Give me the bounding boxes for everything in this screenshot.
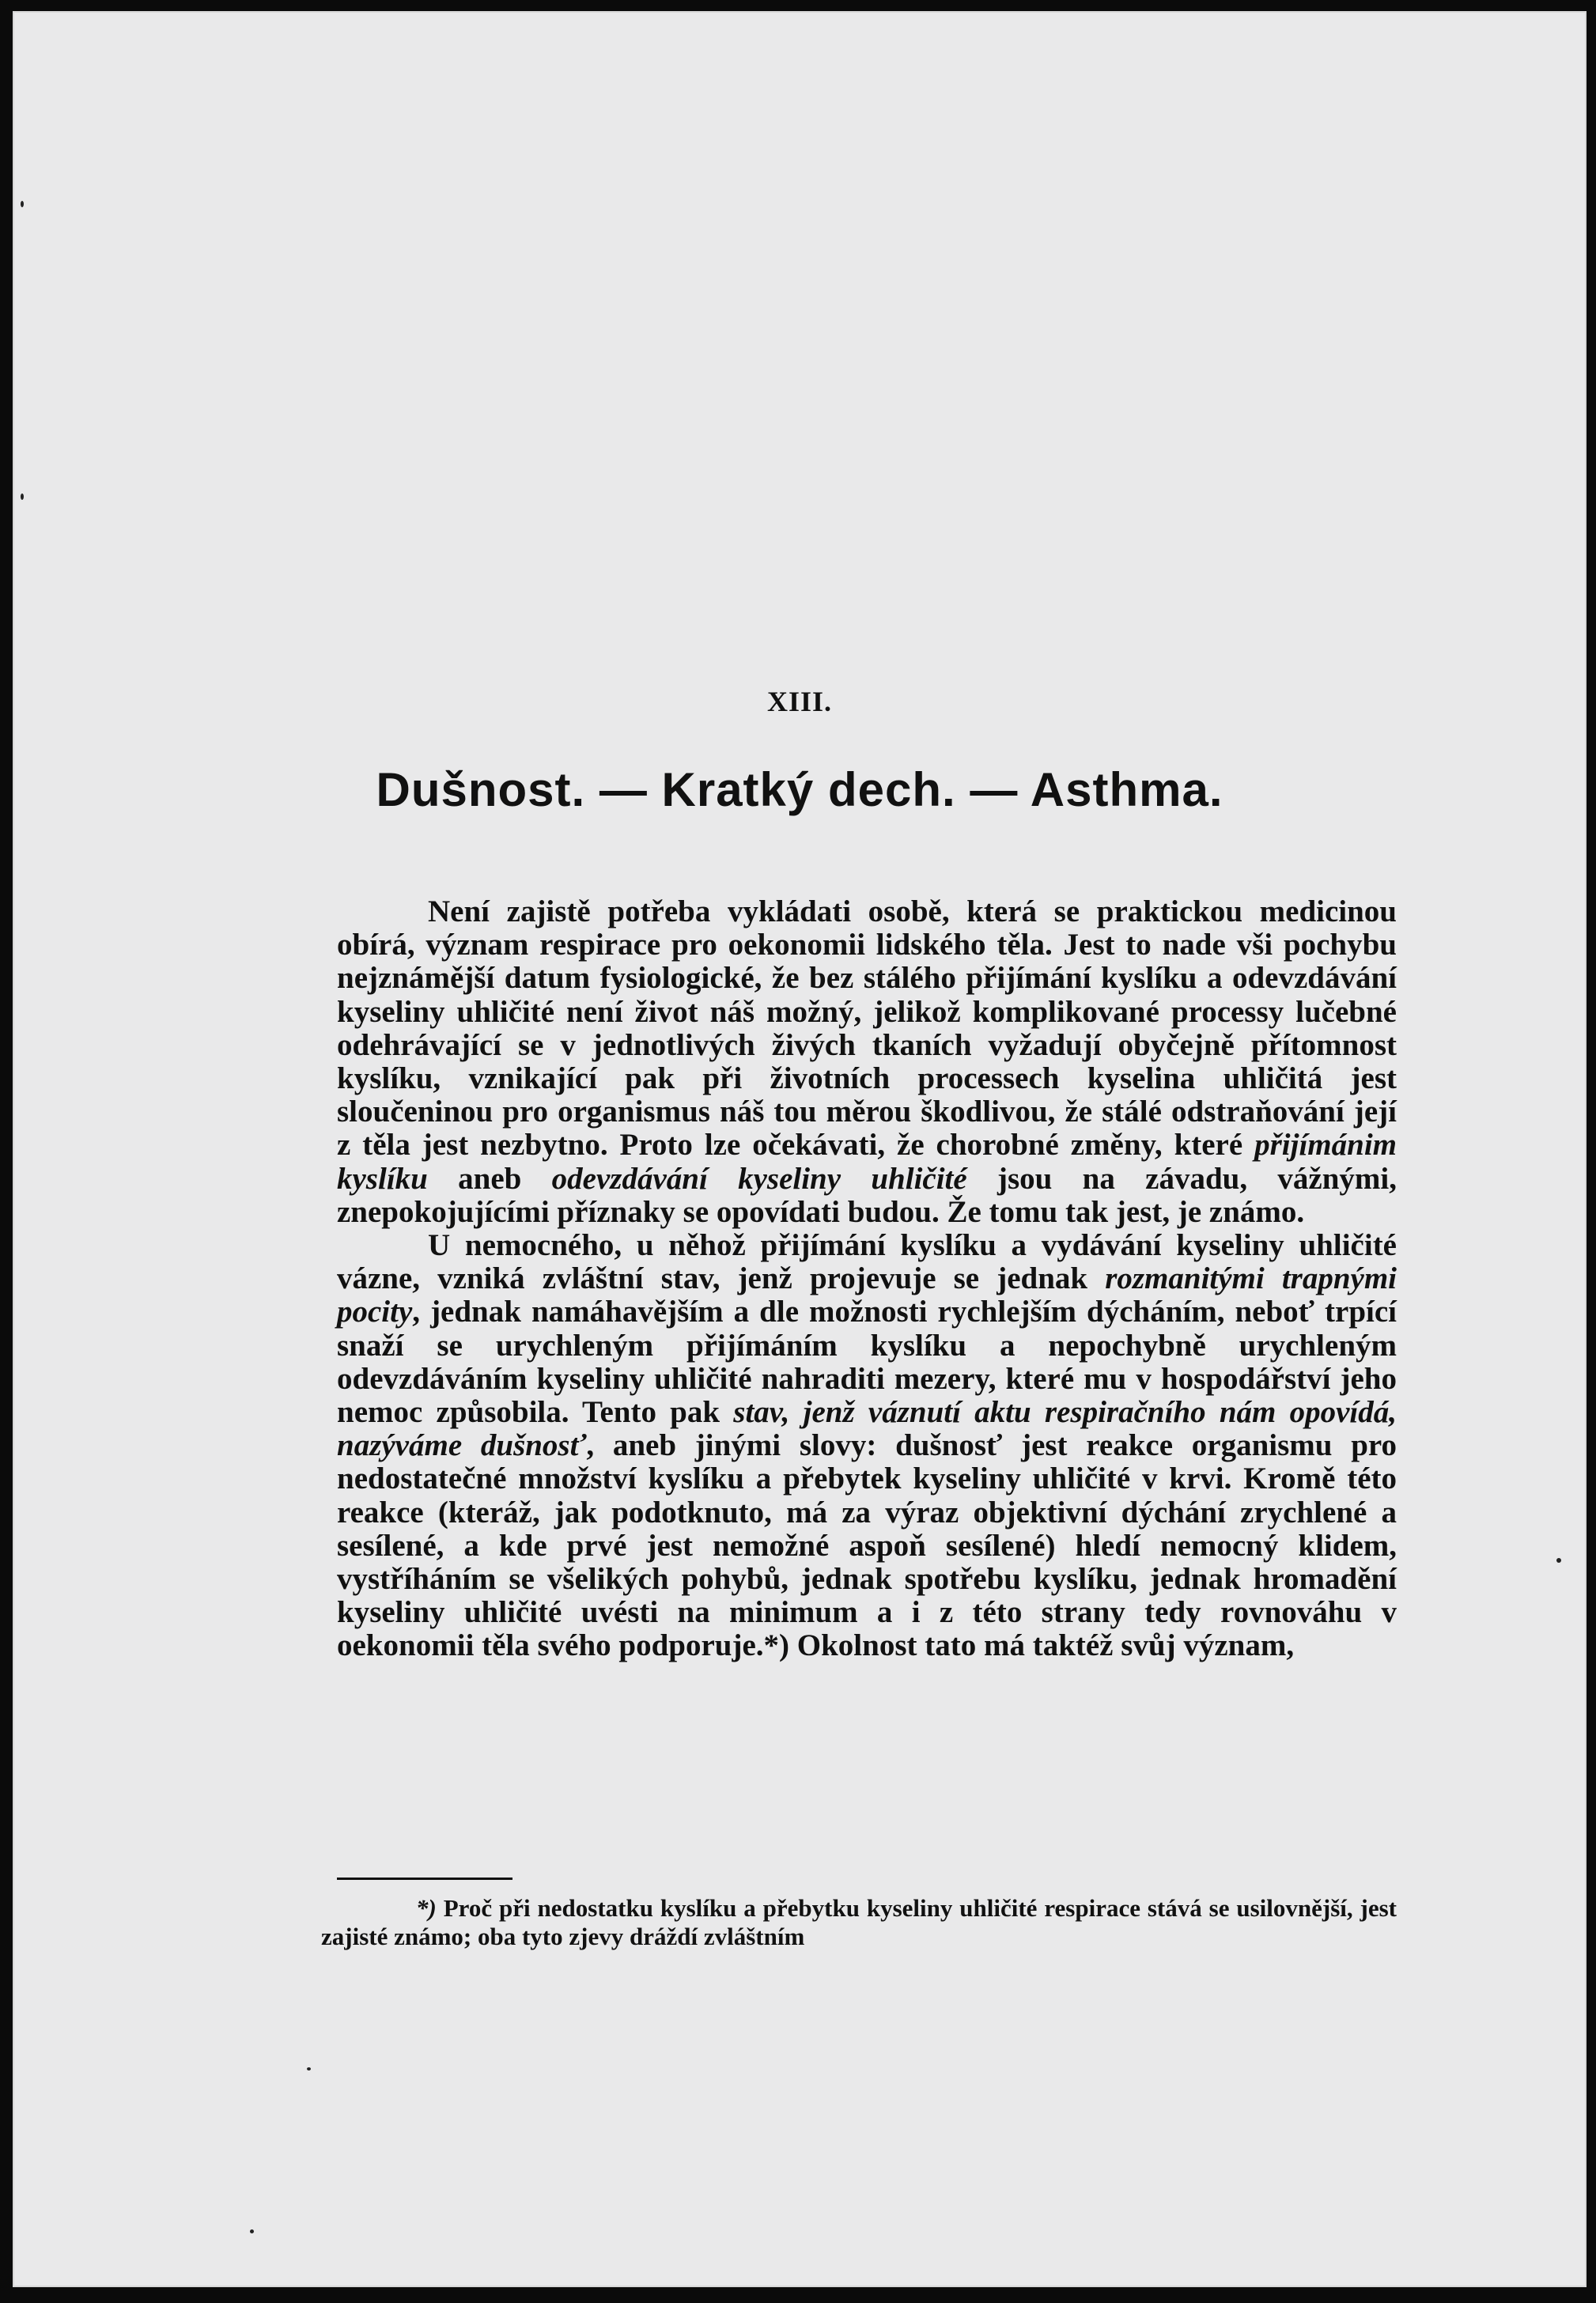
- body-text: [337, 895, 1397, 1663]
- text-run: aneb: [427, 1161, 552, 1196]
- chapter-number: XIII.: [766, 686, 833, 717]
- scan-speck: [250, 2229, 254, 2233]
- scan-speck: [1556, 1558, 1561, 1563]
- text-run: U nemocného, u něhož přijímání kyslíku a vydávání kyseliny uhličité vázne, vzniká zvláštní stav, jenž projevuje se jednak: [337, 1228, 1397, 1296]
- footnote-divider: [337, 1878, 512, 1880]
- text-run: Není zajistě potřeba vykládati osobě, která se praktickou medicinou obírá, význam respirace pro oekonomii lidského těla. Jest to nade vši pochybu nejznámější datum fysiologické, že bez stálého přijímání kyslíku a odevzdávání kyseliny uhličité není život náš možný, jelikož komplikované processy lučebné odehrávající se v jednotlivých živých tkaních vyžadují obyčejně přítomnost kyslíku, vznikající pak při životních processech kyselina uhličitá jest sloučeninou pro organismus náš tou měrou škodlivou, že stálé odstraňování její z těla jest nezbytno. Proto lze očekávati, že chorobné změny, které: [337, 894, 1397, 1163]
- paragraph: [337, 895, 1397, 1229]
- scan-speck: [21, 494, 24, 500]
- text-run: jsou na závadu, vážnými, znepokojujícími příznaky se opovídati budou. Že tomu tak jest, je známo.: [337, 1161, 1397, 1229]
- book-page: [13, 11, 1587, 2287]
- text-run: , aneb jinými slovy: dušnosť jest reakce organismu pro nedostatečné množství kyslíku a přebytek kyseliny uhličité v krvi. Kromě této reakce (kteráž, jak podotknuto, má za výraz objektivní dýchání zrychlené a sesílené, a kde prvé jest nemožné aspoň sesílené) hledí nemocný klidem, vystříháním se všelikých pohybů, jednak spotřebu kyslíku, jednak hromadění kyseliny uhličité uvésti na minimum a i z této strany tedy rovnováhu v oekonomii těla svého podporuje.: [337, 1428, 1397, 1663]
- chapter-title: Dušnost. — Kratký dech. — Asthma.: [376, 763, 1223, 816]
- emphasis-text: rozmanitými trapnými pocity: [337, 1261, 1397, 1329]
- footnote: [321, 1894, 1397, 1951]
- scan-speck: [307, 2067, 311, 2070]
- emphasis-text: odevzdávání kyseliny uhličité: [551, 1161, 967, 1196]
- scan-speck: [21, 201, 24, 207]
- paragraph: [337, 1229, 1397, 1663]
- emphasis-text: přijímánim kyslíku: [337, 1128, 1397, 1196]
- footnote-marker: *): [416, 1894, 437, 1922]
- footnote-text: Proč při nedostatku kyslíku a přebytku kyseliny uhličité respirace stává se usilovnější, jest zajisté známo; oba tyto zjevy dráždí zvláštním: [321, 1894, 1397, 1950]
- text-run: , jednak namáhavějším a dle možnosti rychlejším dýcháním, neboť trpící snaží se urychleným přijímáním kyslíku a nepochybně urychleným odevzdáváním kyseliny uhličité nahraditi mezery, které mu v hospodářství jeho nemoc způsobila. Tento pak: [337, 1295, 1397, 1430]
- emphasis-text: stav, jenž váznutí aktu respiračního nám opovídá, nazýváme dušnosť: [337, 1395, 1397, 1463]
- footnote-reference: *): [763, 1628, 790, 1663]
- text-run: Okolnost tato má taktéž svůj význam,: [789, 1628, 1295, 1663]
